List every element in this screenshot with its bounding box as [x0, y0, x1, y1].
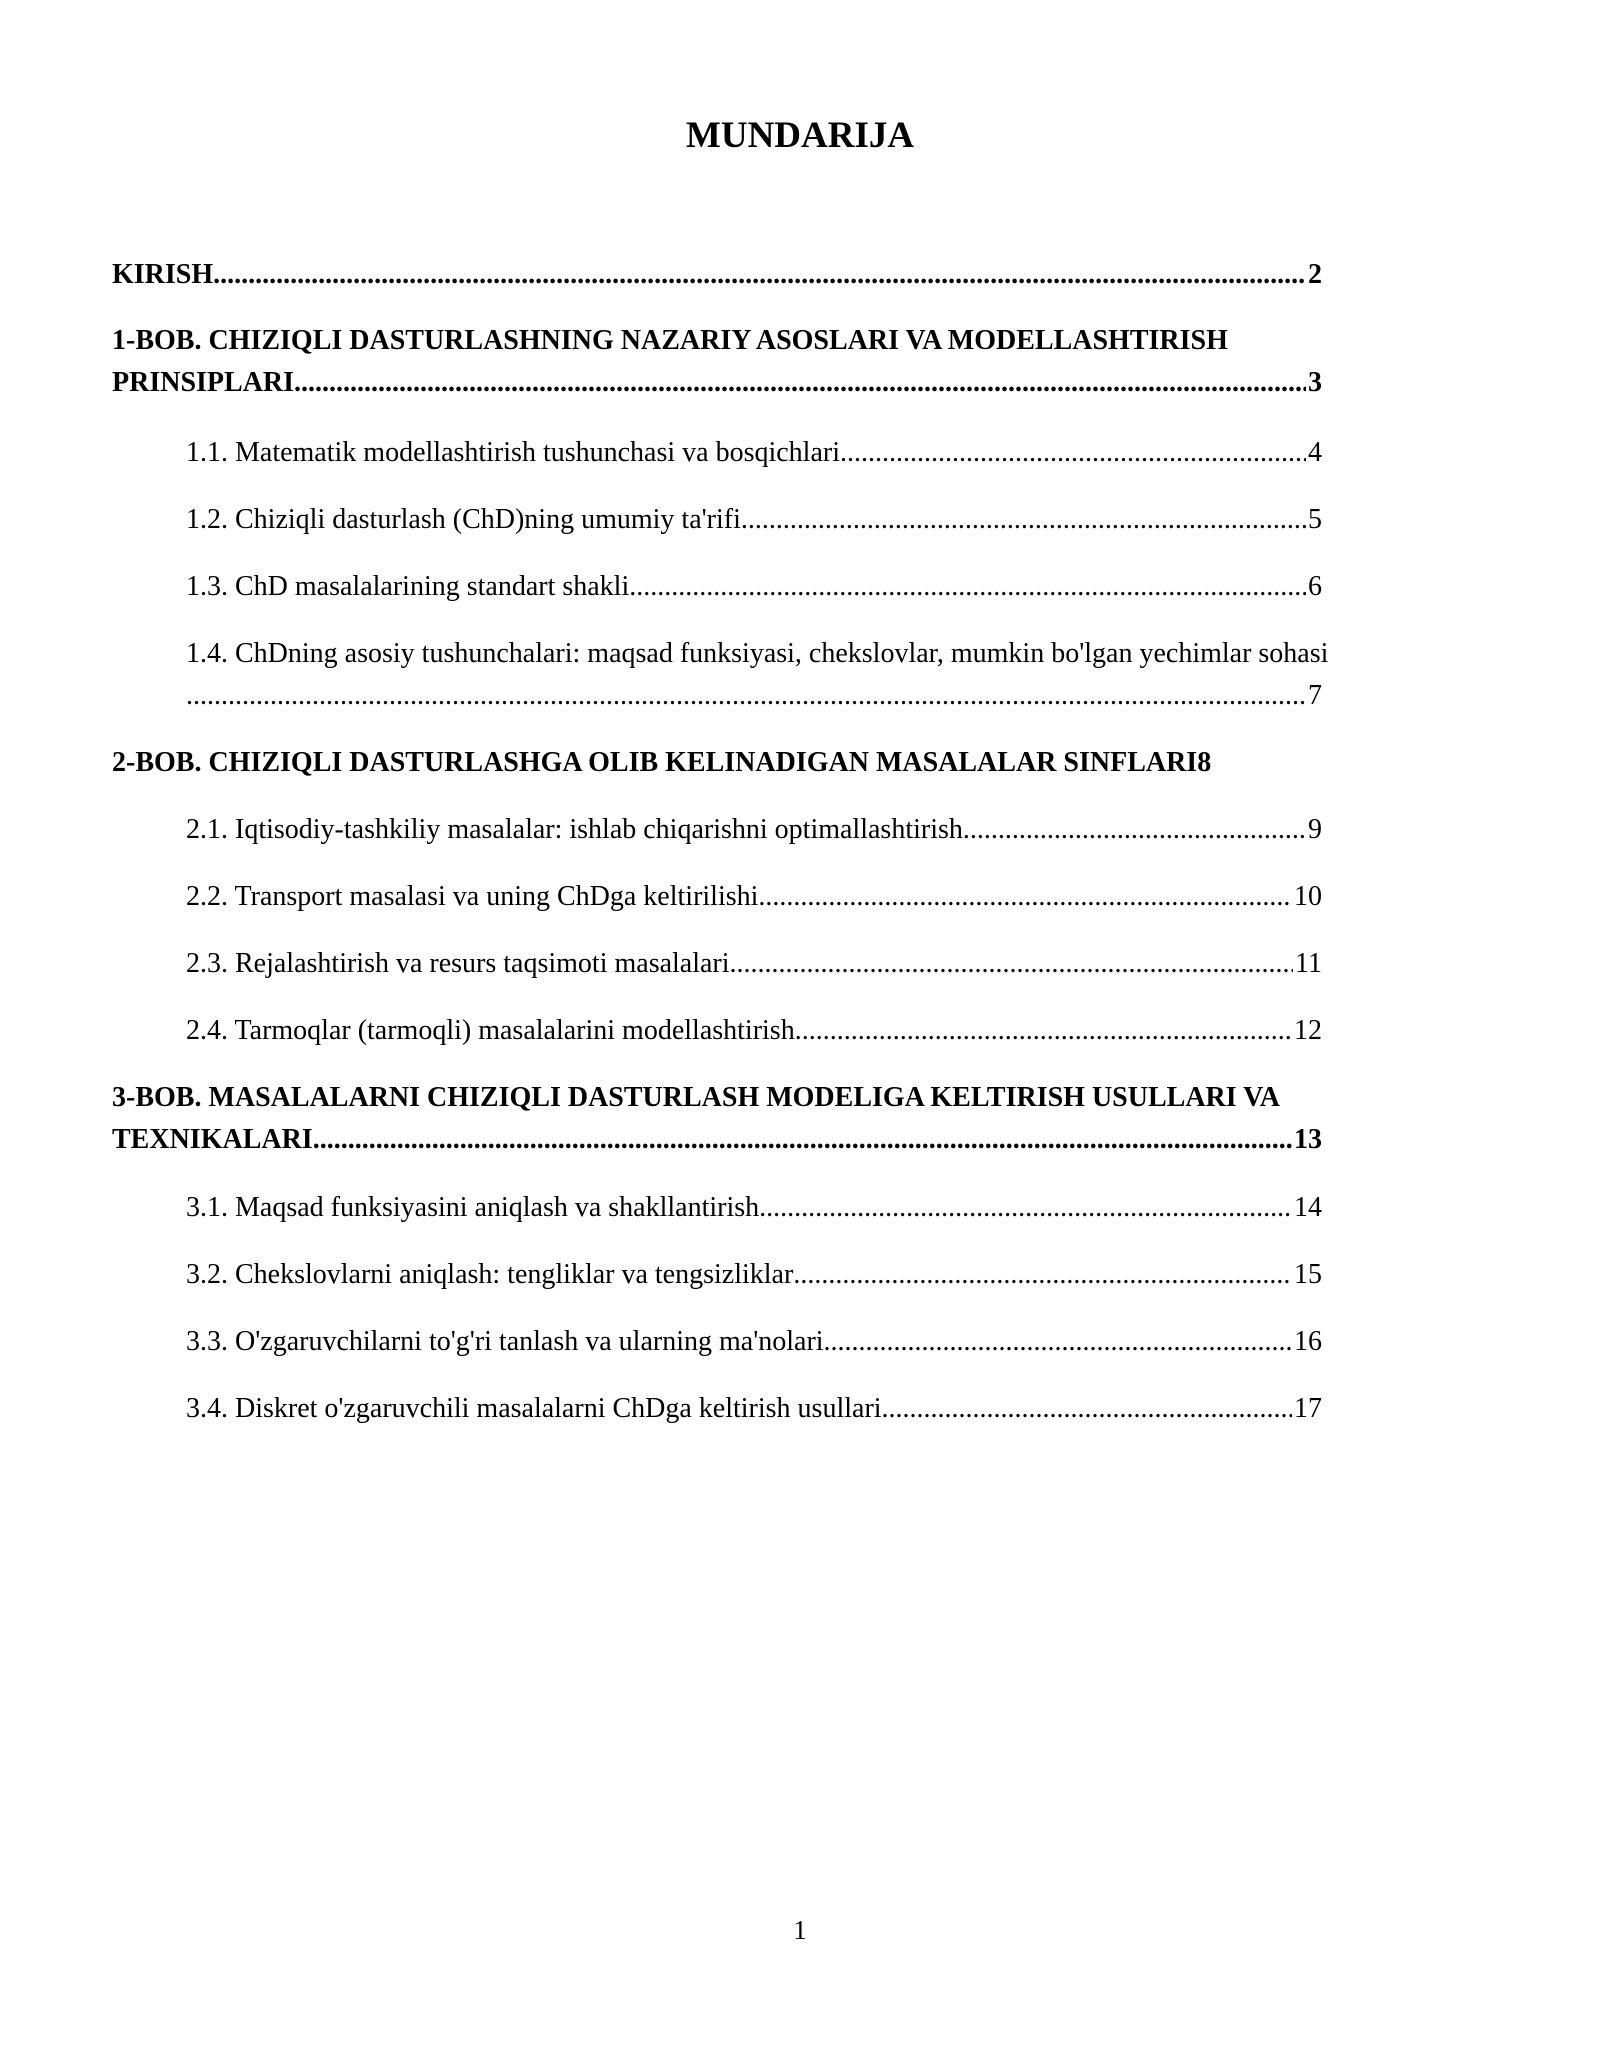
toc-leader [759, 1187, 1292, 1229]
toc-leader [741, 499, 1306, 541]
toc-entry-text: 2-BOB. CHIZIQLI DASTURLASHGA OLIB KELINADIGAN MASALALAR SINFLARI [112, 747, 1198, 778]
toc-entry-text: 3.4. Diskret o'zgaruvchili masalalarni ChDga keltirish usullari [186, 1393, 882, 1424]
page-title: MUNDARIJA [685, 115, 915, 156]
toc-leader [313, 1119, 1292, 1161]
toc-page-number: 14 [1294, 1192, 1322, 1223]
toc-entry-section-1-2[interactable] [186, 499, 1322, 541]
toc-page-number: 17 [1294, 1393, 1322, 1424]
toc-page-number: 2 [1308, 259, 1322, 290]
toc-page-number: 5 [1308, 504, 1322, 535]
toc-entry-kirish[interactable] [112, 254, 1322, 296]
toc-entry-chapter-3[interactable] [112, 1077, 1322, 1161]
toc-entry-text: 1.1. Matematik modellashtirish tushunchasi va bosqichlari [186, 437, 840, 468]
toc-entry-text: 2.1. Iqtisodiy-tashkiliy masalalar: ishlab chiqarishni optimallashtirish [186, 814, 963, 845]
toc-entry-text-line1: 1.4. ChDning asosiy tushunchalari: maqsad funksiyasi, chekslovlar, mumkin bo'lgan yechimlar sohasi [186, 638, 1329, 669]
toc-entry-section-3-2[interactable] [186, 1254, 1322, 1296]
toc-entry-section-3-1[interactable] [186, 1187, 1322, 1229]
toc-entry-section-1-1[interactable] [186, 432, 1322, 474]
toc-leader [213, 254, 1306, 296]
toc-page-number: 6 [1308, 571, 1322, 602]
toc-entry-text: 1.2. Chiziqli dasturlash (ChD)ning umumiy ta'rifi [186, 504, 741, 535]
toc-leader [963, 809, 1306, 851]
page-number: 1 [793, 1915, 807, 1945]
toc-entry-text: 3.2. Chekslovlarni aniqlash: tengliklar va tengsizliklar [186, 1259, 794, 1290]
toc-entry-text-line1: 1-BOB. CHIZIQLI DASTURLASHNING NAZARIY ASOSLARI VA MODELLASHTIRISH [112, 325, 1228, 356]
toc-page-number: 16 [1294, 1326, 1322, 1357]
toc-page-number: 7 [1308, 680, 1322, 711]
toc-page-number: 8 [1197, 747, 1212, 778]
toc-entry-section-1-4[interactable] [186, 633, 1329, 717]
toc-page-number: 13 [1294, 1124, 1322, 1155]
toc-entry-section-3-4[interactable] [186, 1388, 1322, 1430]
toc-leader [882, 1388, 1292, 1430]
toc-leader [824, 1321, 1292, 1363]
toc-leader [793, 1254, 1292, 1296]
toc-entry-text: TEXNIKALARI [112, 1124, 313, 1155]
toc-entry-section-3-3[interactable] [186, 1321, 1322, 1363]
toc-leader [730, 943, 1293, 985]
toc-entry-text: 2.3. Rejalashtirish va resurs taqsimoti masalalari [186, 948, 730, 979]
toc-entry-chapter-1[interactable] [112, 320, 1322, 404]
toc-entry-section-2-1[interactable] [186, 809, 1322, 851]
toc-entry-text: 2.2. Transport masalasi va uning ChDga keltirilishi [186, 881, 759, 912]
toc-entry-section-1-3[interactable] [186, 566, 1322, 608]
toc-page-number: 9 [1308, 814, 1322, 845]
toc-entry-chapter-2[interactable] [112, 742, 1512, 784]
toc-entry-section-2-2[interactable] [186, 876, 1322, 918]
toc-leader [629, 566, 1306, 608]
toc-page-number: 11 [1295, 948, 1322, 979]
toc-entry-section-2-4[interactable] [186, 1010, 1322, 1052]
toc-entry-text: 3.1. Maqsad funksiyasini aniqlash va shakllantirish [186, 1192, 760, 1223]
toc-leader [795, 1010, 1292, 1052]
toc-entry-text: 2.4. Tarmoqlar (tarmoqli) masalalarini modellashtirish [186, 1015, 795, 1046]
toc-leader [758, 876, 1292, 918]
toc-leader [186, 675, 1306, 717]
toc-entry-text: PRINSIPLARI [112, 367, 295, 398]
toc-page-number: 4 [1308, 437, 1322, 468]
toc-entry-text: KIRISH [112, 259, 214, 290]
toc-entry-text: 1.3. ChD masalalarining standart shakli [186, 571, 630, 602]
toc-entry-text-line1: 3-BOB. MASALALARNI CHIZIQLI DASTURLASH MODELIGA KELTIRISH USULLARI VA [112, 1082, 1280, 1113]
toc-leader [294, 362, 1306, 404]
toc-entry-text: 3.3. O'zgaruvchilarni to'g'ri tanlash va ularning ma'nolari [186, 1326, 824, 1357]
toc-page-number: 3 [1308, 367, 1322, 398]
toc-leader [840, 432, 1306, 474]
toc-entry-section-2-3[interactable] [186, 943, 1322, 985]
toc-page-number: 12 [1294, 1015, 1322, 1046]
toc-page-number: 10 [1294, 881, 1322, 912]
toc-page-number: 15 [1294, 1259, 1322, 1290]
